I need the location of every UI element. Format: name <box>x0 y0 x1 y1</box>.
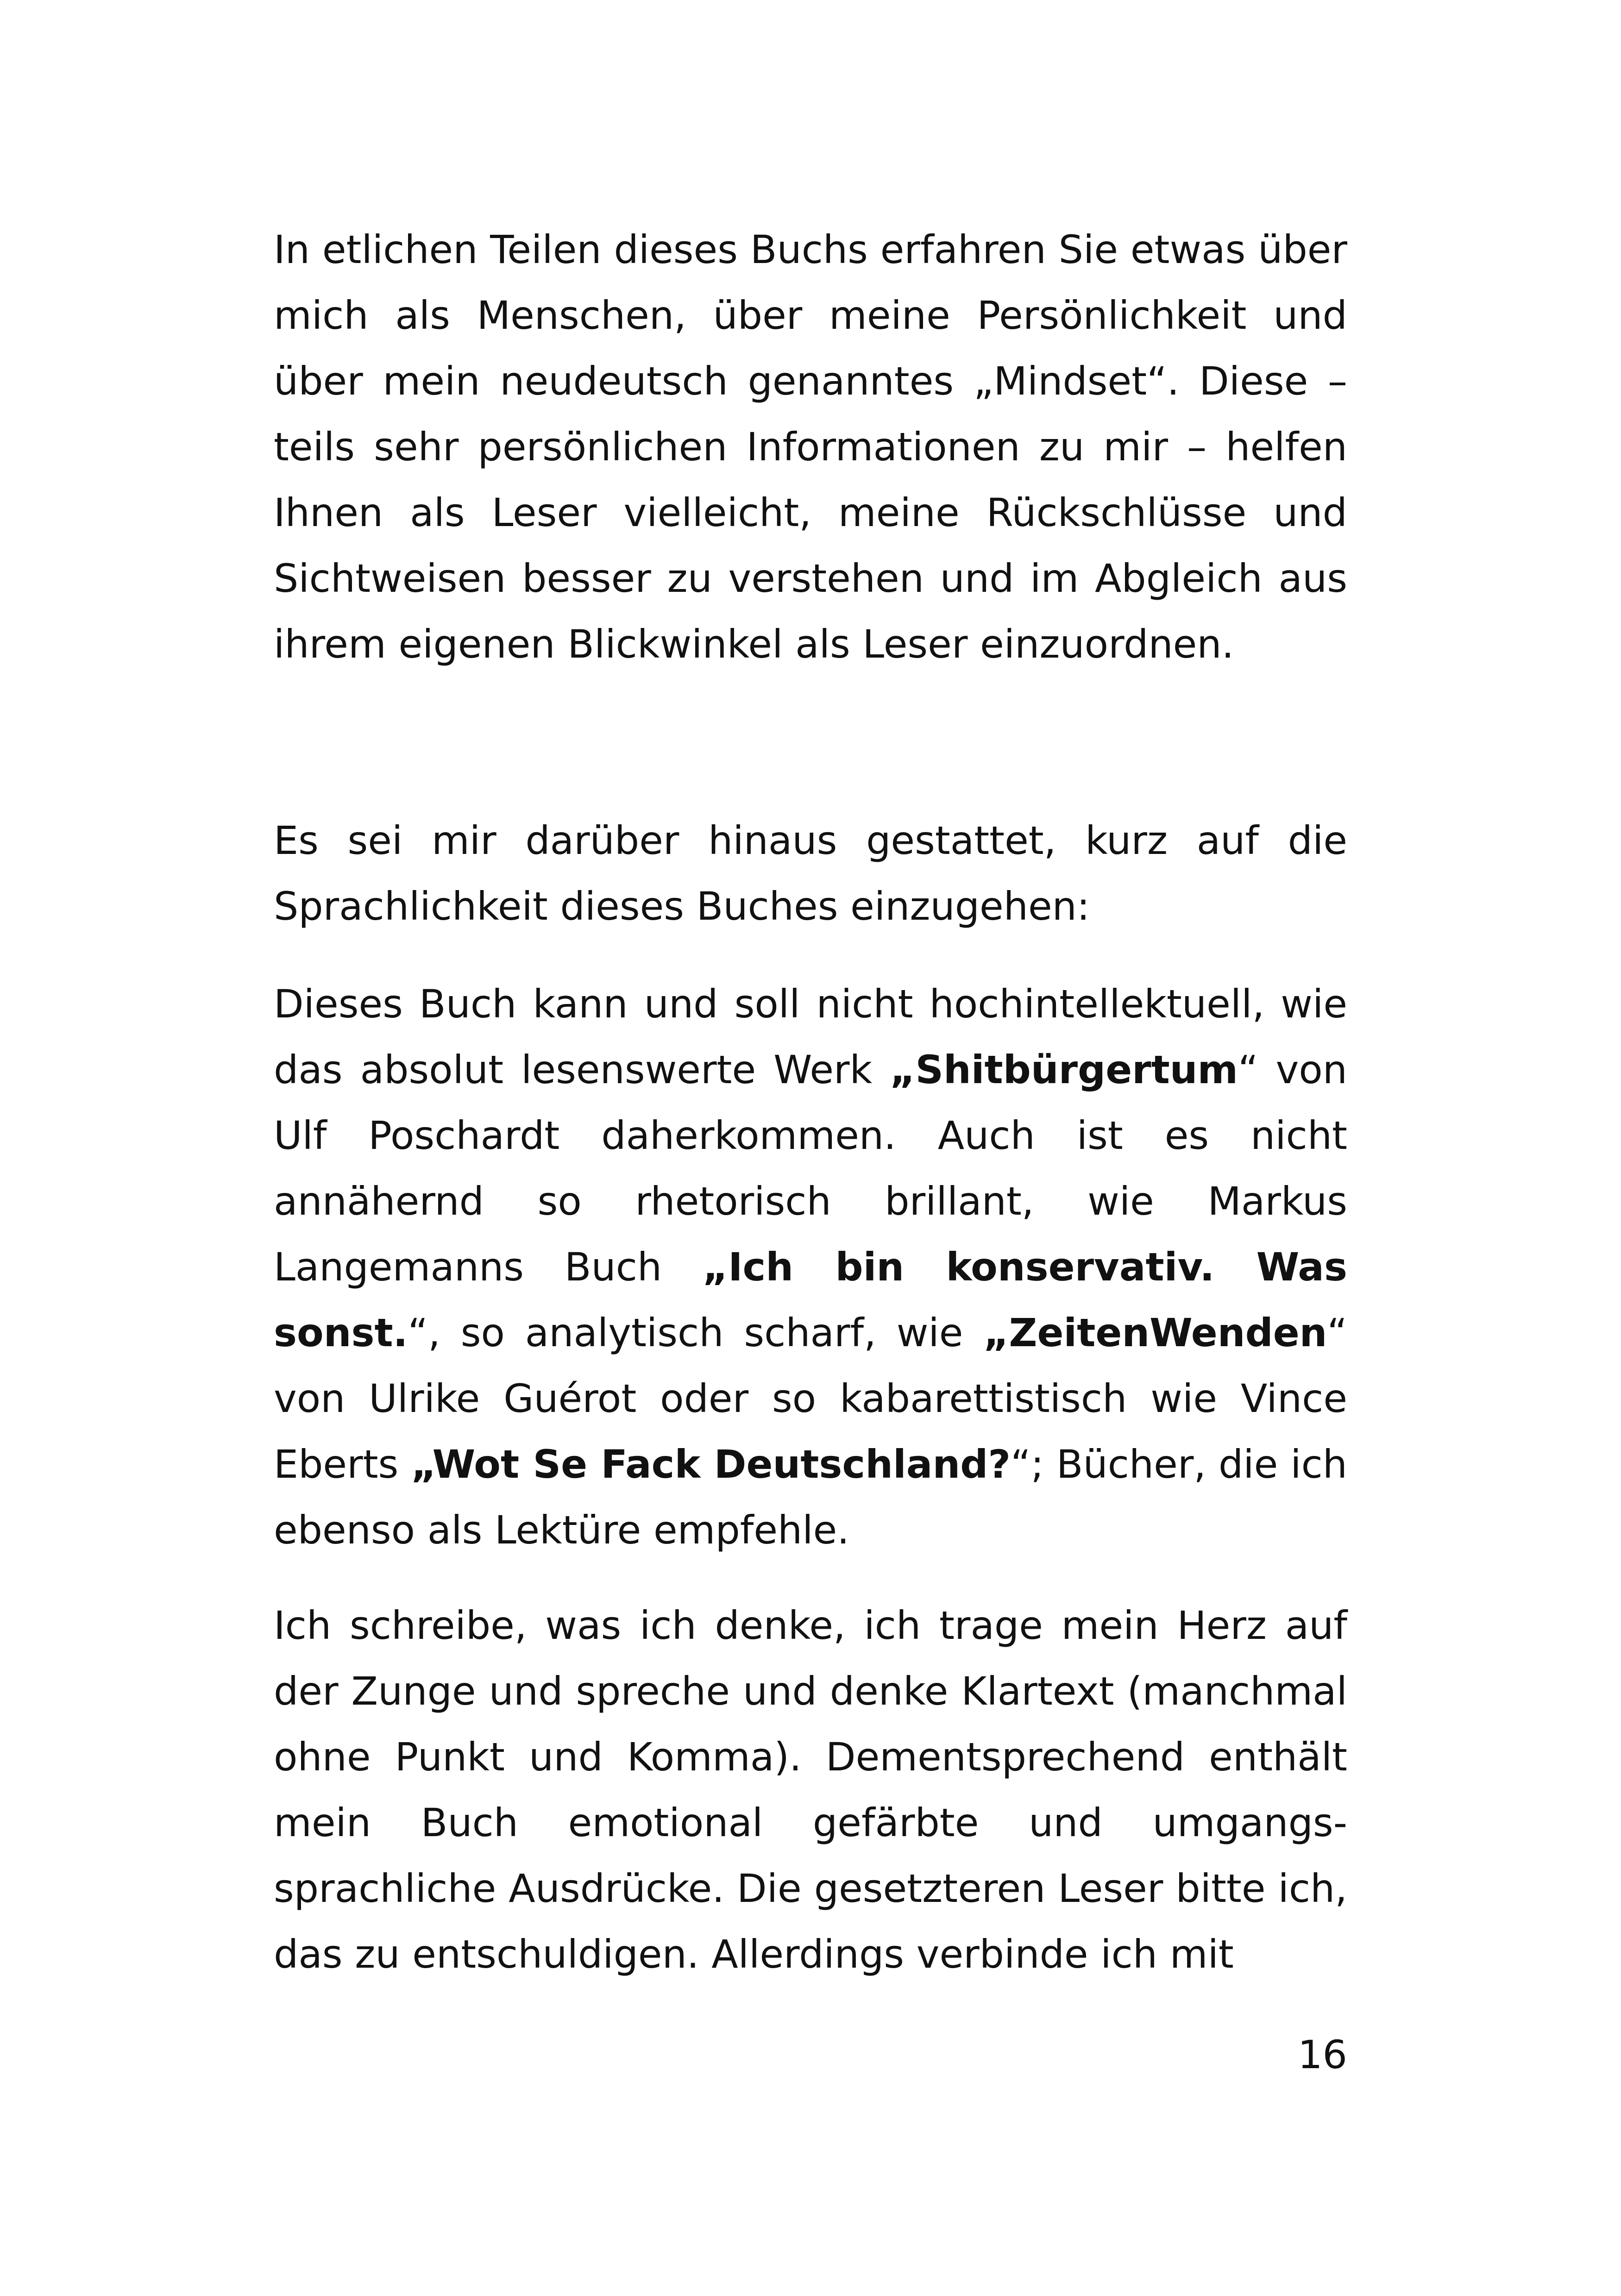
text-segment: Dieses Buch kann und soll nicht hochintellektuell, wie das absolut lesenswerte Werk <box>274 981 1347 1092</box>
paragraph-book-recommendations <box>274 971 1347 1563</box>
text-segment: “ von Ulrike Guérot oder so kabarettistisch wie Vince Eberts <box>274 1310 1347 1487</box>
book-title-ich-bin-konservativ: „Ich bin konservativ. Was sonst. <box>274 1244 1347 1355</box>
book-title-zeitenwenden: „ZeitenWenden <box>983 1310 1327 1355</box>
page-number: 16 <box>1298 2032 1347 2077</box>
paragraph-sprachlichkeit-intro: Es sei mir darüber hinaus gestattet, kurz auf die Sprachlichkeit dieses Buches einzugehen: <box>274 818 1347 929</box>
paragraph-klartext: Ich schreibe, was ich denke, ich trage mein Herz auf der Zunge und spreche und denke Klartext (manchmal ohne Punkt und Komma). Dementsprechend enthält mein Buch emotional gefärbte und umgangs-sprachliche Ausdrücke. Die gesetzteren Leser bitte ich, das zu entschuldigen. Allerdings verbinde ich mit <box>274 1603 1347 1977</box>
book-title-wot-se-fack-deutschland: „Wot Se Fack Deutschland? <box>411 1442 1011 1487</box>
paragraph-mindset: In etlichen Teilen dieses Buchs erfahren Sie etwas über mich als Menschen, über meine Persönlichkeit und über mein neudeutsch genanntes „Mindset“. Diese – teils sehr persönlichen Informationen zu mir – helfen Ihnen als Leser vielleicht, meine Rückschlüsse und Sichtweisen besser zu verstehen und im Abgleich aus ihrem eigenen Blickwinkel als Leser einzuordnen. <box>274 227 1347 667</box>
text-segment: “, so analytisch scharf, wie <box>408 1310 984 1355</box>
text-segment: “ von Ulf Poschardt daherkommen. Auch ist es nicht annähernd so rhetorisch brillant, wie Markus Langemanns Buch <box>274 1047 1347 1290</box>
text-segment: “; Bücher, die ich ebenso als Lektüre empfehle. <box>274 1442 1347 1553</box>
book-title-shitbuergertum: „Shitbürgertum <box>890 1047 1238 1092</box>
